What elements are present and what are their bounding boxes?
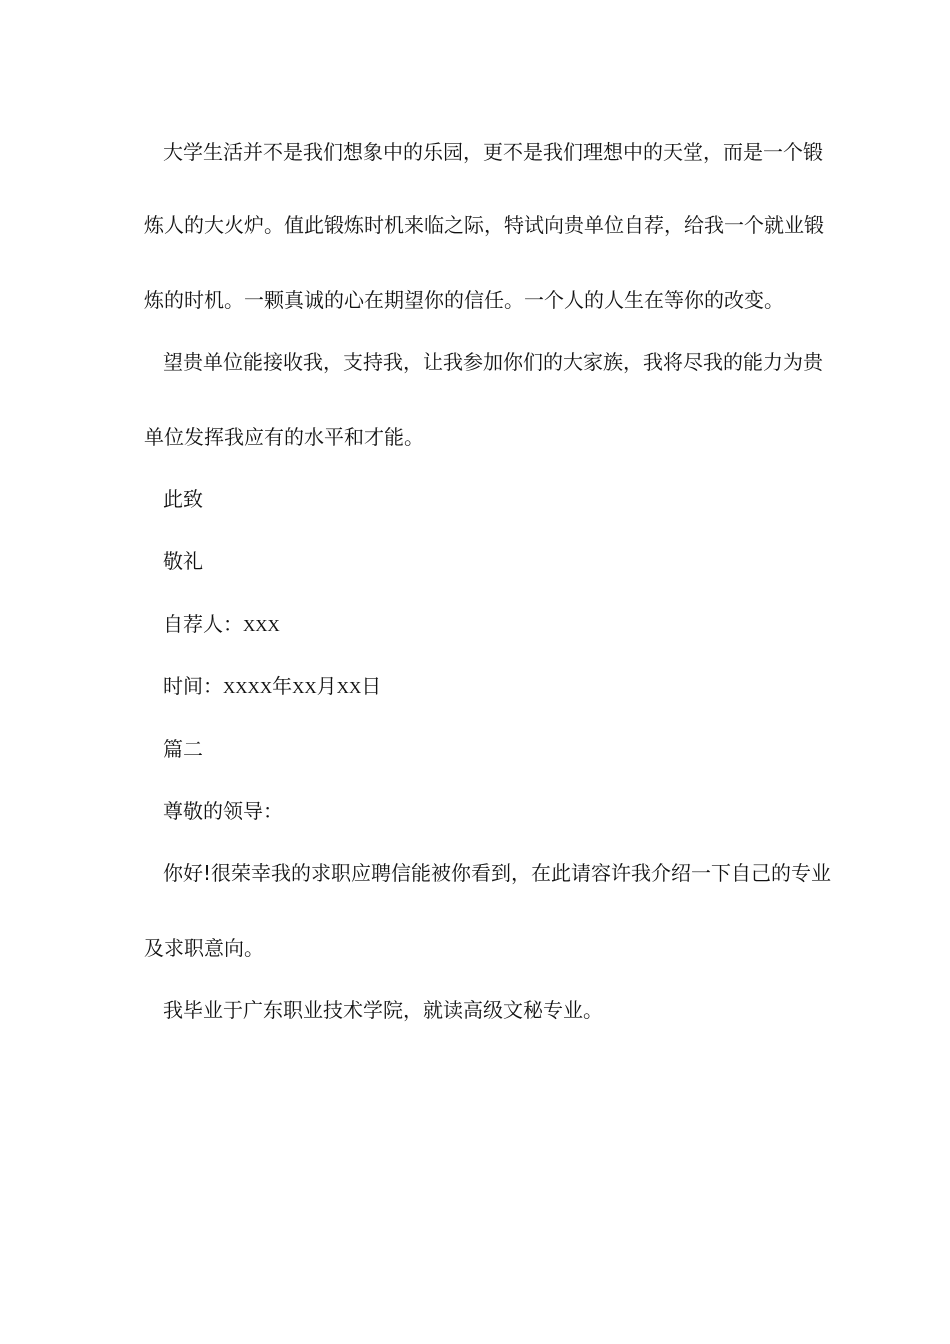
- paragraph-1-line-3: 炼的时机。一颗真诚的心在期望你的信任。一个人的人生在等你的改变。: [144, 288, 784, 312]
- signature-label: 自荐人：: [163, 612, 243, 636]
- date-day-unit: 日: [361, 674, 382, 698]
- closing-line-2: 敬礼: [163, 549, 203, 573]
- paragraph-3-line-1: 你好!很荣幸我的求职应聘信能被你看到，在此请容许我介绍一下自己的专业: [163, 861, 832, 885]
- paragraph-1-line-2: 炼人的大火炉。值此锻炼时机来临之际，特试向贵单位自荐，给我一个就业锻: [144, 213, 824, 237]
- date-year: XXXX: [223, 678, 273, 697]
- paragraph-3-line-2: 及求职意向。: [144, 936, 264, 960]
- date-month-unit: 月: [316, 674, 337, 698]
- date-year-unit: 年: [272, 674, 293, 698]
- date-line: [163, 674, 381, 700]
- date-month: XX: [292, 678, 317, 697]
- signature-name: XXX: [243, 616, 280, 635]
- paragraph-2-line-2: 单位发挥我应有的水平和才能。: [144, 425, 424, 449]
- section-heading: 篇二: [163, 737, 203, 761]
- signature-line: [163, 612, 280, 638]
- paragraph-4: 我毕业于广东职业技术学院，就读高级文秘专业。: [163, 998, 603, 1022]
- paragraph-1-line-1: 大学生活并不是我们想象中的乐园，更不是我们理想中的天堂，而是一个锻: [163, 140, 823, 164]
- closing-line-1: 此致: [163, 487, 203, 511]
- paragraph-2-line-1: 望贵单位能接收我，支持我，让我参加你们的大家族，我将尽我的能力为贵: [163, 350, 823, 374]
- date-label: 时间：: [163, 674, 223, 698]
- date-day: XX: [336, 678, 362, 697]
- salutation: 尊敬的领导：: [163, 799, 283, 823]
